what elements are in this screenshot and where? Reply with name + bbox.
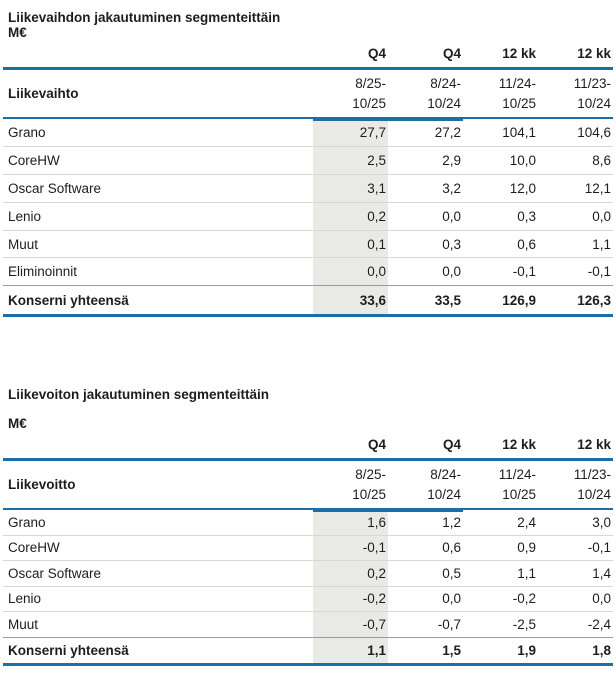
- table-bottom-line: [3, 314, 613, 317]
- period-range-start: 8/25-: [355, 467, 386, 483]
- value-cell: -0,2: [313, 587, 388, 612]
- total-label: Konserni yhteensä: [8, 642, 129, 658]
- value-cell: 0,0: [442, 208, 461, 224]
- total-label: Konserni yhteensä: [8, 292, 129, 308]
- table-title: Liikevoiton jakautuminen segmenteittäin: [8, 387, 270, 403]
- value-cell: 0,3: [517, 208, 536, 224]
- total-value-cell: 1,5: [442, 642, 461, 658]
- segment-label: Eliminoinnit: [8, 264, 78, 280]
- value-cell: 1,1: [517, 565, 536, 581]
- value-cell: 0,0: [592, 591, 611, 607]
- period-range-end: 10/24: [577, 486, 611, 502]
- segment-label: Oscar Software: [8, 565, 102, 581]
- measure-label: Liikevoitto: [8, 477, 76, 493]
- unit-label: M€: [8, 416, 27, 432]
- value-cell: -0,2: [512, 591, 536, 607]
- period-header-row: [3, 431, 613, 458]
- value-cell: 104,1: [502, 124, 536, 140]
- period-header: Q4: [442, 46, 461, 61]
- revenue-by-segment-table: [3, 10, 613, 317]
- period-range-start: 8/25-: [355, 76, 386, 91]
- subheader-divider-line: [3, 117, 613, 119]
- period-range: [388, 461, 463, 508]
- value-cell: 3,2: [442, 180, 461, 196]
- operating-profit-by-segment-table: [3, 387, 613, 666]
- period-range: [313, 461, 388, 508]
- total-row: [3, 638, 613, 664]
- date-header-row: [3, 70, 613, 117]
- total-value-cell: 33,6: [313, 286, 388, 314]
- period-range-end: 10/25: [352, 95, 386, 111]
- table-row: [3, 536, 613, 562]
- total-value-cell: 1,1: [313, 638, 388, 664]
- value-cell: -0,7: [313, 612, 388, 637]
- table-row: [3, 561, 613, 587]
- period-range-start: 11/24-: [498, 76, 536, 91]
- value-cell: 12,0: [509, 180, 536, 196]
- total-value-cell: 1,9: [517, 642, 536, 658]
- value-cell: 0,6: [442, 540, 461, 556]
- period-range-start: 11/24-: [498, 467, 536, 483]
- period-header: Q4: [367, 46, 386, 61]
- value-cell: 10,0: [509, 152, 536, 168]
- value-cell: 1,2: [442, 514, 461, 530]
- value-cell: 8,6: [592, 152, 611, 168]
- segment-label: Lenio: [8, 208, 42, 224]
- value-cell: 0,9: [517, 540, 536, 556]
- table-row: [3, 587, 613, 613]
- value-cell: -0,1: [512, 264, 536, 280]
- segment-label: Lenio: [8, 591, 42, 607]
- total-value-cell: 126,3: [577, 292, 611, 308]
- period-range: [463, 70, 538, 117]
- table-row: [3, 231, 613, 259]
- period-range-start: 11/23-: [573, 76, 611, 91]
- total-value-cell: 33,5: [434, 292, 461, 308]
- unit-label: M€: [8, 25, 27, 40]
- table-body: [3, 510, 613, 663]
- segment-label: CoreHW: [8, 540, 60, 556]
- period-range: [538, 70, 613, 117]
- segment-label: Muut: [8, 616, 39, 632]
- period-header: 12 kk: [577, 437, 611, 453]
- value-cell: 3,1: [313, 175, 388, 202]
- segment-label: Grano: [8, 124, 46, 140]
- value-cell: -0,7: [437, 616, 461, 632]
- value-cell: 2,4: [517, 514, 536, 530]
- table-row: [3, 119, 613, 147]
- segment-label: Grano: [8, 514, 46, 530]
- value-cell: 0,6: [517, 236, 536, 252]
- value-cell: 3,0: [592, 514, 611, 530]
- period-header: Q4: [367, 437, 386, 453]
- table-body: [3, 119, 613, 314]
- subheader-divider-line: [3, 508, 613, 510]
- period-range: [538, 461, 613, 508]
- table-title: Liikevaihdon jakautuminen segmenteittäin: [8, 10, 281, 25]
- value-cell: 2,9: [442, 152, 461, 168]
- period-range: [463, 461, 538, 508]
- value-cell: 0,0: [592, 208, 611, 224]
- segment-label: Muut: [8, 236, 39, 252]
- value-cell: 0,3: [442, 236, 461, 252]
- period-header-row: [3, 40, 613, 67]
- table-row: [3, 147, 613, 175]
- value-cell: -0,1: [587, 264, 611, 280]
- value-cell: 0,1: [313, 231, 388, 258]
- period-range-end: 10/25: [502, 95, 536, 111]
- period-range-end: 10/24: [577, 95, 611, 111]
- period-range-end: 10/25: [352, 486, 386, 502]
- value-cell: 1,4: [592, 565, 611, 581]
- period-range-start: 8/24-: [430, 76, 461, 91]
- total-value-cell: 126,9: [502, 292, 536, 308]
- period-range-start: 11/23-: [573, 467, 611, 483]
- value-cell: 0,2: [313, 203, 388, 230]
- header-divider-line: [3, 458, 613, 461]
- value-cell: 0,0: [442, 591, 461, 607]
- period-header: 12 kk: [577, 46, 611, 61]
- table-row: [3, 175, 613, 203]
- total-value-cell: 1,8: [592, 642, 611, 658]
- date-header-row: [3, 461, 613, 508]
- period-header: 12 kk: [502, 437, 536, 453]
- value-cell: 1,1: [592, 236, 611, 252]
- value-cell: 0,2: [313, 561, 388, 586]
- period-range-end: 10/24: [427, 95, 461, 111]
- value-cell: 0,0: [442, 264, 461, 280]
- value-cell: -2,5: [512, 616, 536, 632]
- header-divider-line: [3, 67, 613, 70]
- period-range: [313, 70, 388, 117]
- period-range-start: 8/24-: [430, 467, 461, 483]
- period-range-end: 10/25: [502, 486, 536, 502]
- value-cell: 0,0: [313, 258, 388, 285]
- measure-label: Liikevaihto: [8, 86, 79, 101]
- table-row: [3, 203, 613, 231]
- value-cell: -0,1: [587, 540, 611, 556]
- segment-label: Oscar Software: [8, 180, 102, 196]
- value-cell: -0,1: [313, 536, 388, 561]
- table-row: [3, 612, 613, 638]
- table-row: [3, 258, 613, 286]
- value-cell: 2,5: [313, 147, 388, 174]
- period-range-end: 10/24: [427, 486, 461, 502]
- period-header: 12 kk: [502, 46, 536, 61]
- value-cell: 12,1: [584, 180, 611, 196]
- table-row: [3, 510, 613, 536]
- value-cell: -2,4: [587, 616, 611, 632]
- value-cell: 27,7: [313, 119, 388, 146]
- value-cell: 104,6: [577, 124, 611, 140]
- value-cell: 1,6: [313, 510, 388, 535]
- value-cell: 27,2: [434, 124, 461, 140]
- total-row: [3, 286, 613, 314]
- table-bottom-line: [3, 663, 613, 666]
- value-cell: 0,5: [442, 565, 461, 581]
- period-range: [388, 70, 463, 117]
- segment-label: CoreHW: [8, 152, 60, 168]
- period-header: Q4: [442, 437, 461, 453]
